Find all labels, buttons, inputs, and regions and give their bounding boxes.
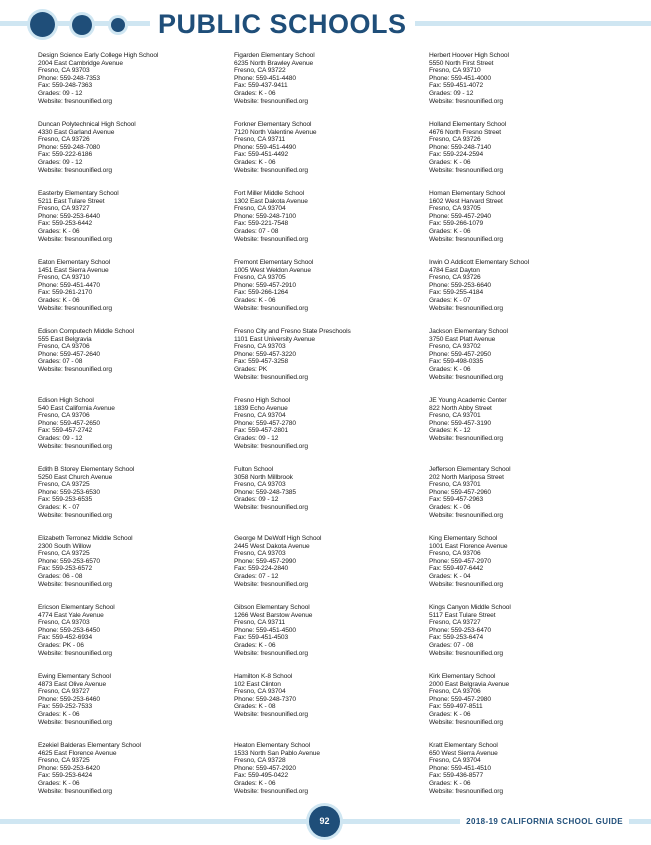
school-phone: Phone: 559-253-6530: [38, 488, 100, 496]
school-name: Heaton Elementary School: [234, 742, 311, 749]
guide-title: 2018-19 CALIFORNIA SCHOOL GUIDE: [460, 814, 629, 829]
school-street: 3058 North Millbrook: [234, 473, 293, 481]
school-entry: [429, 259, 624, 328]
school-website: Website: fresnounified.org: [38, 787, 112, 795]
school-name: Ewing Elementary School: [38, 673, 111, 680]
directory-column-2: [234, 52, 429, 811]
school-city: Fresno, CA 93705: [429, 205, 481, 213]
school-entry: [38, 535, 233, 604]
school-fax: Fax: 559-252-7533: [38, 703, 93, 711]
school-website: Website: fresnounified.org: [38, 235, 112, 243]
school-entry: [429, 397, 624, 466]
school-phone: Phone: 559-457-2970: [429, 557, 491, 565]
school-name: JE Young Academic Center: [429, 397, 507, 404]
school-grades: Grades: 06 - 08: [38, 572, 83, 580]
school-grades: Grades: K - 07: [38, 503, 80, 511]
school-fax: Fax: 559-457-2963: [429, 496, 484, 504]
school-fax: Fax: 559-437-9411: [234, 82, 288, 90]
school-website: Website: fresnounified.org: [234, 373, 308, 381]
school-phone: Phone: 559-253-6470: [429, 626, 491, 634]
school-name: Edison High School: [38, 397, 94, 404]
school-street: 1839 Echo Avenue: [234, 404, 288, 412]
school-grades: Grades: K - 04: [429, 572, 471, 580]
school-name: Kirk Elementary School: [429, 673, 496, 680]
school-website: Website: fresnounified.org: [234, 442, 308, 450]
school-fax: Fax: 559-452-6934: [38, 634, 93, 642]
school-phone: Phone: 559-457-2990: [234, 557, 296, 565]
school-entry: [234, 397, 429, 466]
school-name: Forkner Elementary School: [234, 121, 312, 128]
school-name: George M DeWolf High School: [234, 535, 322, 542]
school-website: Website: fresnounified.org: [234, 166, 308, 174]
school-website: Website: fresnounified.org: [234, 503, 308, 511]
school-name: Design Science Early College High School: [38, 52, 159, 59]
school-grades: Grades: K - 12: [429, 427, 471, 435]
school-website: Website: fresnounified.org: [429, 97, 503, 105]
school-street: 822 North Abby Street: [429, 404, 492, 412]
school-city: Fresno, CA 93726: [429, 274, 481, 282]
school-city: Fresno, CA 93710: [38, 274, 90, 282]
decorative-dot-large: [30, 12, 55, 37]
school-fax: Fax: 559-221-7548: [234, 220, 289, 228]
school-city: Fresno, CA 93725: [38, 757, 90, 765]
school-city: Fresno, CA 93702: [429, 343, 481, 351]
school-entry: [429, 190, 624, 259]
school-entry: [429, 673, 624, 742]
school-fax: Fax: 559-261-2170: [38, 289, 93, 297]
school-street: 555 East Belgravia: [38, 335, 92, 343]
school-fax: Fax: 559-451-4492: [234, 151, 289, 159]
school-name: Kings Canyon Middle School: [429, 604, 511, 611]
school-phone: Phone: 559-451-4000: [429, 74, 491, 82]
school-entry: [234, 190, 429, 259]
page-number: 92: [309, 806, 340, 837]
school-name: Ezekiel Balderas Elementary School: [38, 742, 141, 749]
school-entry: [234, 52, 429, 121]
school-website: Website: fresnounified.org: [38, 511, 112, 519]
school-city: Fresno, CA 93701: [429, 481, 481, 489]
school-website: Website: fresnounified.org: [429, 166, 503, 174]
school-website: Website: fresnounified.org: [234, 304, 308, 312]
school-city: Fresno, CA 93710: [429, 67, 481, 75]
school-fax: Fax: 559-451-4072: [429, 82, 484, 90]
school-website: Website: fresnounified.org: [234, 710, 308, 718]
school-street: 7120 North Valentine Avenue: [234, 128, 317, 136]
school-fax: Fax: 559-436-8577: [429, 772, 484, 780]
school-name: Eaton Elementary School: [38, 259, 111, 266]
school-city: Fresno, CA 93725: [38, 481, 90, 489]
school-website: Website: fresnounified.org: [234, 787, 308, 795]
school-website: Website: fresnounified.org: [234, 235, 308, 243]
school-website: Website: fresnounified.org: [38, 718, 112, 726]
directory-column-3: [429, 52, 624, 811]
decorative-dot-small: [111, 18, 125, 32]
school-street: 2004 East Cambridge Avenue: [38, 59, 123, 67]
school-phone: Phone: 559-457-2640: [38, 350, 100, 358]
school-street: 540 East California Avenue: [38, 404, 115, 412]
school-phone: Phone: 559-253-6420: [38, 764, 100, 772]
directory-column-1: [38, 52, 233, 811]
school-street: 1266 West Barstow Avenue: [234, 611, 313, 619]
school-grades: Grades: K - 06: [429, 158, 471, 166]
school-phone: Phone: 559-248-7353: [38, 74, 100, 82]
school-grades: Grades: PK - 06: [38, 641, 84, 649]
school-city: Fresno, CA 93726: [429, 136, 481, 144]
school-fax: Fax: 559-253-6424: [38, 772, 93, 780]
school-phone: Phone: 559-248-7385: [234, 488, 296, 496]
school-entry: [234, 673, 429, 742]
school-city: Fresno, CA 93726: [38, 136, 90, 144]
school-city: Fresno, CA 93728: [234, 757, 286, 765]
school-website: Website: fresnounified.org: [429, 235, 503, 243]
school-website: Website: fresnounified.org: [38, 304, 112, 312]
school-fax: Fax: 559-266-1079: [429, 220, 484, 228]
school-entry: [429, 742, 624, 811]
school-street: 5250 East Church Avenue: [38, 473, 113, 481]
school-fax: Fax: 559-498-0335: [429, 358, 484, 366]
school-street: 4330 East Garland Avenue: [38, 128, 115, 136]
school-phone: Phone: 559-457-2940: [429, 212, 491, 220]
school-grades: Grades: K - 06: [234, 158, 276, 166]
school-street: 102 East Clinton: [234, 680, 281, 688]
school-grades: Grades: 09 - 12: [234, 434, 279, 442]
school-city: Fresno, CA 93704: [234, 205, 286, 213]
school-entry: [234, 466, 429, 535]
school-street: 650 West Sierra Avenue: [429, 749, 498, 757]
school-phone: Phone: 559-457-2950: [429, 350, 491, 358]
school-grades: Grades: K - 06: [429, 503, 471, 511]
school-fax: Fax: 559-253-6474: [429, 634, 484, 642]
school-entry: [429, 121, 624, 190]
school-entry: [429, 466, 624, 535]
school-website: Website: fresnounified.org: [429, 787, 503, 795]
school-name: Fulton School: [234, 466, 274, 473]
school-street: 1005 West Weldon Avenue: [234, 266, 311, 274]
school-entry: [234, 259, 429, 328]
school-grades: Grades: K - 06: [38, 227, 80, 235]
school-grades: Grades: K - 06: [234, 296, 276, 304]
school-grades: Grades: PK: [234, 365, 268, 373]
school-grades: Grades: K - 06: [429, 365, 471, 373]
school-grades: Grades: 09 - 12: [38, 434, 83, 442]
school-name: Herbert Hoover High School: [429, 52, 509, 59]
school-name: Jackson Elementary School: [429, 328, 508, 335]
school-entry: [38, 121, 233, 190]
school-entry: [38, 259, 233, 328]
school-city: Fresno, CA 93706: [429, 550, 481, 558]
school-name: Hamilton K-8 School: [234, 673, 293, 680]
school-grades: Grades: K - 06: [429, 227, 471, 235]
school-street: 202 North Mariposa Street: [429, 473, 504, 481]
school-city: Fresno, CA 93711: [234, 136, 286, 144]
school-entry: [234, 535, 429, 604]
school-city: Fresno, CA 93727: [38, 688, 90, 696]
school-city: Fresno, CA 93722: [234, 67, 286, 75]
school-entry: [234, 121, 429, 190]
school-grades: Grades: 07 - 12: [234, 572, 279, 580]
decorative-dot-medium: [72, 15, 92, 35]
school-fax: Fax: 559-451-4503: [234, 634, 289, 642]
school-name: Jefferson Elementary School: [429, 466, 511, 473]
school-phone: Phone: 559-248-7100: [234, 212, 296, 220]
school-entry: [38, 52, 233, 121]
school-grades: Grades: 09 - 12: [429, 89, 474, 97]
school-name: Fresno City and Fresno State Preschools: [234, 328, 351, 335]
school-city: Fresno, CA 93704: [234, 412, 286, 420]
school-fax: Fax: 559-222-6186: [38, 151, 93, 159]
school-city: Fresno, CA 93706: [38, 412, 90, 420]
school-street: 5550 North First Street: [429, 59, 494, 67]
school-entry: [38, 742, 233, 811]
school-fax: Fax: 559-224-2840: [234, 565, 289, 573]
school-entry: [234, 604, 429, 673]
school-city: Fresno, CA 93725: [38, 550, 90, 558]
school-fax: Fax: 559-266-1264: [234, 289, 289, 297]
school-name: Easterby Elementary School: [38, 190, 119, 197]
school-grades: Grades: K - 06: [234, 779, 276, 787]
school-website: Website: fresnounified.org: [429, 511, 503, 519]
school-website: Website: fresnounified.org: [234, 649, 308, 657]
school-entry: [38, 190, 233, 259]
school-name: Fremont Elementary School: [234, 259, 314, 266]
school-grades: Grades: 09 - 12: [234, 496, 279, 504]
school-entry: [38, 673, 233, 742]
school-website: Website: fresnounified.org: [429, 373, 503, 381]
school-grades: Grades: K - 07: [429, 296, 471, 304]
school-website: Website: fresnounified.org: [429, 434, 503, 442]
school-phone: Phone: 559-457-2920: [234, 764, 296, 772]
school-name: Homan Elementary School: [429, 190, 506, 197]
school-city: Fresno, CA 93704: [429, 757, 481, 765]
school-fax: Fax: 559-255-4184: [429, 289, 484, 297]
school-fax: Fax: 559-248-7363: [38, 82, 93, 90]
school-street: 4774 East Yale Avenue: [38, 611, 104, 619]
school-street: 1101 East University Avenue: [234, 335, 315, 343]
school-fax: Fax: 559-224-2594: [429, 151, 484, 159]
school-grades: Grades: 07 - 08: [429, 641, 474, 649]
school-city: Fresno, CA 93704: [234, 688, 286, 696]
school-name: Fort Miller Middle School: [234, 190, 305, 197]
school-street: 1451 East Sierra Avenue: [38, 266, 109, 274]
school-phone: Phone: 559-451-4490: [234, 143, 296, 151]
school-name: Gibson Elementary School: [234, 604, 310, 611]
school-phone: Phone: 559-248-7080: [38, 143, 100, 151]
school-grades: Grades: K - 06: [38, 296, 80, 304]
school-grades: Grades: 09 - 12: [38, 89, 83, 97]
school-fax: Fax: 559-253-6535: [38, 496, 93, 504]
school-name: Irwin O Addicott Elementary School: [429, 259, 529, 266]
school-grades: Grades: 07 - 08: [38, 358, 83, 366]
school-phone: Phone: 559-253-6450: [38, 626, 100, 634]
school-name: Figarden Elementary School: [234, 52, 315, 59]
school-entry: [38, 328, 233, 397]
school-street: 2445 West Dakota Avenue: [234, 542, 310, 550]
school-street: 6235 North Brawley Avenue: [234, 59, 314, 67]
school-website: Website: fresnounified.org: [429, 580, 503, 588]
school-city: Fresno, CA 93711: [234, 619, 286, 627]
school-fax: Fax: 559-457-3258: [234, 358, 289, 366]
school-entry: [429, 328, 624, 397]
school-street: 3750 East Platt Avenue: [429, 335, 496, 343]
school-street: 1533 North San Pablo Avenue: [234, 749, 320, 757]
school-entry: [234, 742, 429, 811]
school-street: 4676 North Fresno Street: [429, 128, 502, 136]
school-phone: Phone: 559-451-4500: [234, 626, 296, 634]
school-entry: [234, 328, 429, 397]
school-name: Kratt Elementary School: [429, 742, 498, 749]
school-street: 1602 West Harvard Street: [429, 197, 503, 205]
school-city: Fresno, CA 93703: [234, 343, 286, 351]
school-entry: [429, 604, 624, 673]
school-phone: Phone: 559-457-3190: [429, 419, 491, 427]
school-website: Website: fresnounified.org: [38, 166, 112, 174]
school-street: 4873 East Olive Avenue: [38, 680, 107, 688]
school-name: Fresno High School: [234, 397, 291, 404]
school-entry: [38, 466, 233, 535]
page-header: [0, 0, 651, 48]
school-fax: Fax: 559-497-8511: [429, 703, 483, 711]
school-street: 4784 East Dayton: [429, 266, 480, 274]
school-grades: Grades: K - 06: [234, 89, 276, 97]
school-fax: Fax: 559-253-6572: [38, 565, 93, 573]
school-grades: Grades: K - 06: [38, 710, 80, 718]
school-street: 2300 South Willow: [38, 542, 91, 550]
school-website: Website: fresnounified.org: [429, 649, 503, 657]
school-city: Fresno, CA 93727: [429, 619, 481, 627]
school-name: Elizabeth Terronez Middle School: [38, 535, 133, 542]
school-city: Fresno, CA 93703: [38, 67, 90, 75]
school-grades: Grades: K - 06: [38, 779, 80, 787]
school-street: 5211 East Tulare Street: [38, 197, 105, 205]
school-grades: Grades: 09 - 12: [38, 158, 83, 166]
school-phone: Phone: 559-451-4470: [38, 281, 100, 289]
school-entry: [429, 535, 624, 604]
school-fax: Fax: 559-253-6442: [38, 220, 93, 228]
school-phone: Phone: 559-457-2910: [234, 281, 296, 289]
school-phone: Phone: 559-457-2780: [234, 419, 296, 427]
school-phone: Phone: 559-248-7370: [234, 695, 296, 703]
school-phone: Phone: 559-253-6460: [38, 695, 100, 703]
school-entry: [429, 52, 624, 121]
school-name: Edith B Storey Elementary School: [38, 466, 135, 473]
school-name: Ericson Elementary School: [38, 604, 115, 611]
school-name: Edison Computech Middle School: [38, 328, 134, 335]
school-street: 1001 East Florence Avenue: [429, 542, 508, 550]
school-phone: Phone: 559-248-7140: [429, 143, 491, 151]
school-entry: [38, 604, 233, 673]
school-phone: Phone: 559-253-6640: [429, 281, 491, 289]
school-grades: Grades: 07 - 08: [234, 227, 279, 235]
school-entry: [38, 397, 233, 466]
school-website: Website: fresnounified.org: [38, 365, 112, 373]
school-city: Fresno, CA 93703: [234, 550, 286, 558]
school-fax: Fax: 559-495-0422: [234, 772, 289, 780]
school-fax: Fax: 559-497-6442: [429, 565, 484, 573]
school-street: 2000 East Belgravia Avenue: [429, 680, 510, 688]
school-website: Website: fresnounified.org: [38, 580, 112, 588]
page-footer: [0, 806, 651, 836]
school-website: Website: fresnounified.org: [429, 304, 503, 312]
school-website: Website: fresnounified.org: [38, 442, 112, 450]
school-city: Fresno, CA 93705: [234, 274, 286, 282]
page-title: PUBLIC SCHOOLS: [150, 6, 415, 42]
school-city: Fresno, CA 93706: [429, 688, 481, 696]
school-street: 4625 East Florence Avenue: [38, 749, 117, 757]
school-website: Website: fresnounified.org: [38, 97, 112, 105]
school-grades: Grades: K - 06: [429, 710, 471, 718]
school-city: Fresno, CA 93701: [429, 412, 481, 420]
school-street: 1302 East Dakota Avenue: [234, 197, 308, 205]
school-street: 5117 East Tulare Street: [429, 611, 496, 619]
school-phone: Phone: 559-457-2650: [38, 419, 100, 427]
school-phone: Phone: 559-451-4480: [234, 74, 296, 82]
school-phone: Phone: 559-451-4510: [429, 764, 491, 772]
school-name: King Elementary School: [429, 535, 498, 542]
school-name: Duncan Polytechnical High School: [38, 121, 136, 128]
school-website: Website: fresnounified.org: [38, 649, 112, 657]
school-fax: Fax: 559-457-2742: [38, 427, 93, 435]
school-grades: Grades: K - 08: [234, 703, 276, 711]
school-grades: Grades: K - 06: [429, 779, 471, 787]
school-city: Fresno, CA 93706: [38, 343, 90, 351]
school-name: Holland Elementary School: [429, 121, 507, 128]
school-phone: Phone: 559-253-6570: [38, 557, 100, 565]
school-website: Website: fresnounified.org: [234, 580, 308, 588]
school-phone: Phone: 559-457-2980: [429, 695, 491, 703]
school-website: Website: fresnounified.org: [429, 718, 503, 726]
school-phone: Phone: 559-457-3220: [234, 350, 296, 358]
school-city: Fresno, CA 93727: [38, 205, 90, 213]
school-city: Fresno, CA 93703: [234, 481, 286, 489]
school-city: Fresno, CA 93703: [38, 619, 90, 627]
school-website: Website: fresnounified.org: [234, 97, 308, 105]
school-phone: Phone: 559-253-6440: [38, 212, 100, 220]
school-fax: Fax: 559-457-2801: [234, 427, 289, 435]
school-phone: Phone: 559-457-2960: [429, 488, 491, 496]
school-grades: Grades: K - 06: [234, 641, 276, 649]
